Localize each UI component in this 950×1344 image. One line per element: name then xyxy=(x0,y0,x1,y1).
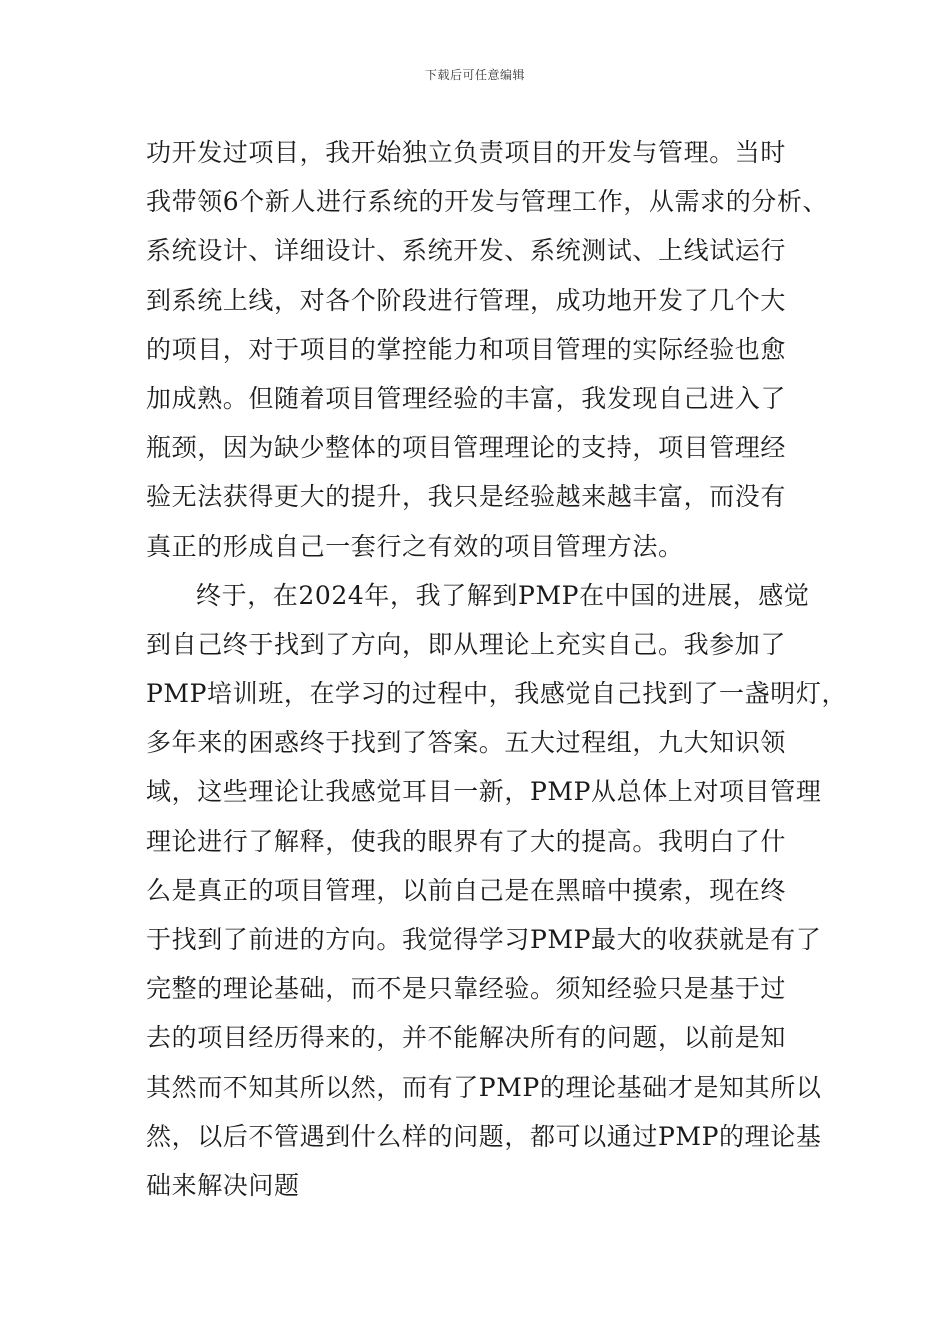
text-line: 完整的理论基础，而不是只靠经验。须知经验只是基于过 xyxy=(146,974,787,1004)
page-header: 下载后可任意编辑 xyxy=(424,68,525,82)
text-line: 域，这些理论让我感觉耳目一新，PMP从总体上对项目管理 xyxy=(146,777,822,807)
text-line: 到系统上线，对各个阶段进行管理，成功地开发了几个大 xyxy=(146,285,787,315)
paragraph-2 xyxy=(146,571,848,1210)
text-line: 系统设计、详细设计、系统开发、系统测试、上线试运行 xyxy=(146,236,787,266)
text-line: 的项目，对于项目的掌控能力和项目管理的实际经验也愈 xyxy=(146,334,787,364)
text-line: 础来解决问题 xyxy=(146,1170,300,1200)
text-line: PMP培训班，在学习的过程中，我感觉自己找到了一盏明灯， xyxy=(146,679,848,709)
document-body xyxy=(146,128,848,1210)
text-line: 去的项目经历得来的，并不能解决所有的问题，以前是知 xyxy=(146,1023,787,1053)
text-line: 验无法获得更大的提升，我只是经验越来越丰富，而没有 xyxy=(146,482,787,512)
text-line: 真正的形成自己一套行之有效的项目管理方法。 xyxy=(146,531,684,561)
text-line: 我带领6个新人进行系统的开发与管理工作，从需求的分析、 xyxy=(146,187,829,217)
text-line: 终于，在2024年，我了解到PMP在中国的进展，感觉 xyxy=(196,580,810,610)
paragraph-1 xyxy=(146,128,829,571)
text-line: 到自己终于找到了方向，即从理论上充实自己。我参加了 xyxy=(146,629,787,659)
text-line: 于找到了前进的方向。我觉得学习PMP最大的收获就是有了 xyxy=(146,925,822,954)
text-line: 然，以后不管遇到什么样的问题，都可以通过PMP的理论基 xyxy=(146,1121,822,1151)
text-line: 加成熟。但随着项目管理经验的丰富，我发现自己进入了 xyxy=(146,383,787,413)
text-line: 么是真正的项目管理，以前自己是在黑暗中摸索，现在终 xyxy=(146,875,787,905)
text-line: 瓶颈，因为缺少整体的项目管理理论的支持，项目管理经 xyxy=(146,433,787,463)
text-line: 功开发过项目，我开始独立负责项目的开发与管理。当时 xyxy=(146,138,787,167)
text-line: 理论进行了解释，使我的眼界有了大的提高。我明白了什 xyxy=(146,826,787,856)
text-line: 多年来的困惑终于找到了答案。五大过程组，九大知识领 xyxy=(146,728,787,758)
text-line: 其然而不知其所以然，而有了PMP的理论基础才是知其所以 xyxy=(146,1072,822,1102)
